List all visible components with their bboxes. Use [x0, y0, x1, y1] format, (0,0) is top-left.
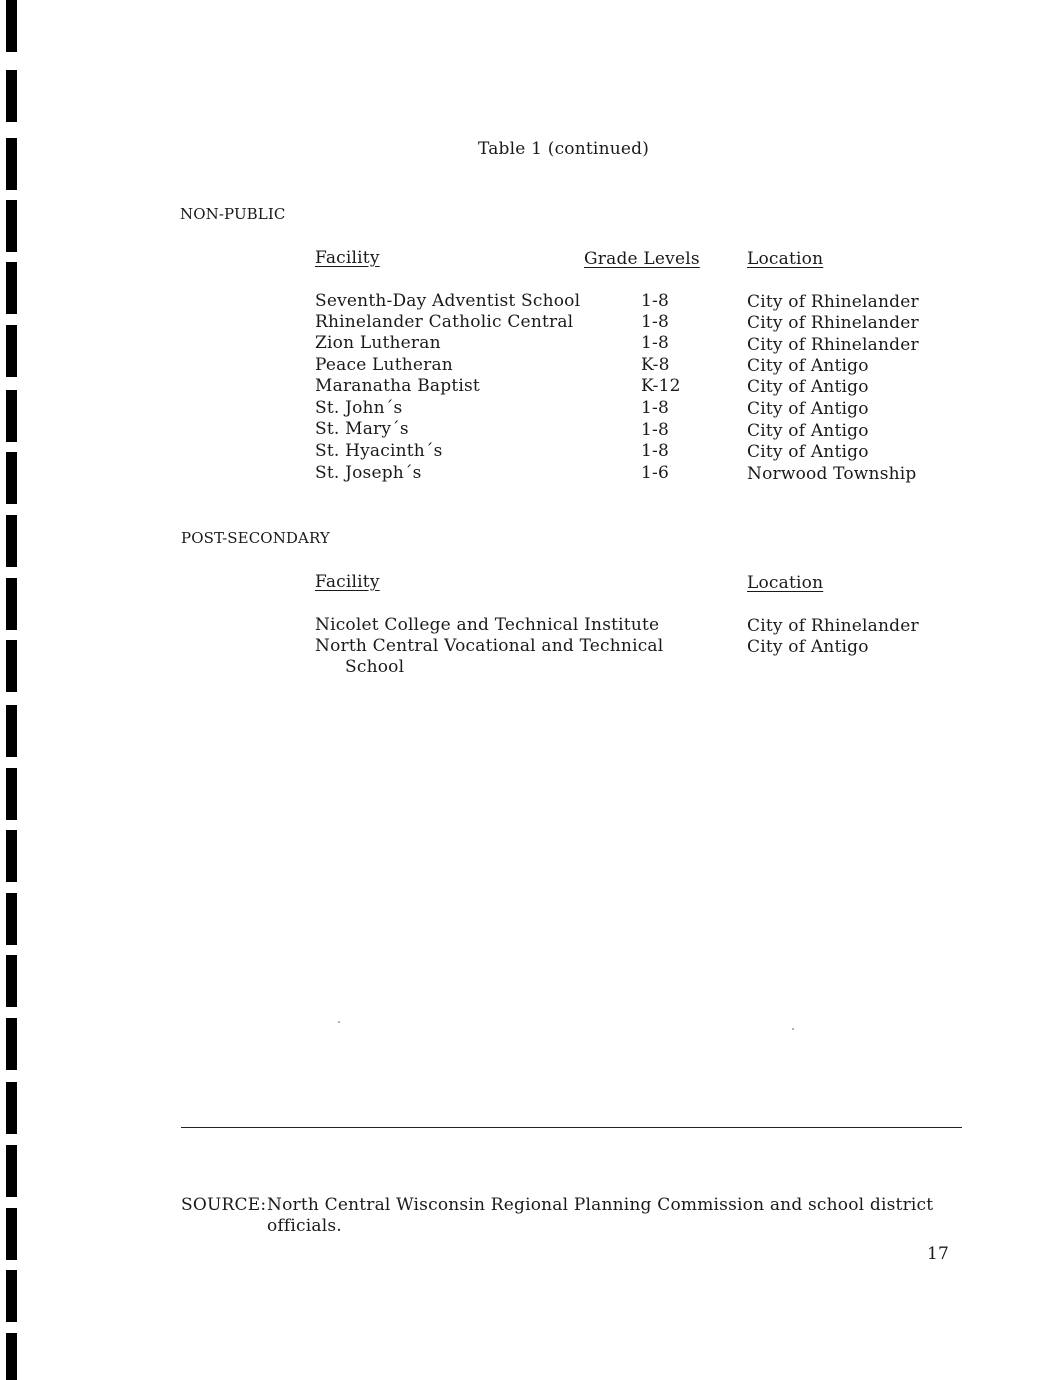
facility-cell-continuation: School	[345, 657, 405, 677]
facility-cell: Zion Lutheran	[315, 333, 441, 353]
scan-speck	[792, 1028, 794, 1030]
post-secondary-section-label: POST-SECONDARY	[181, 529, 330, 547]
binder-mark	[6, 452, 17, 504]
binder-marks	[6, 0, 18, 1380]
location-cell: City of Rhinelander	[747, 292, 919, 312]
post-secondary-facility-header: Facility	[315, 572, 380, 592]
binder-mark	[6, 1270, 17, 1322]
grade-cell: 1-6	[641, 463, 669, 483]
page-title: Table 1 (continued)	[478, 139, 650, 159]
grade-cell: 1-8	[641, 291, 669, 311]
footnote-divider	[181, 1127, 962, 1128]
location-cell: Norwood Township	[747, 464, 917, 484]
non-public-facility-header: Facility	[315, 248, 380, 268]
binder-mark	[6, 325, 17, 377]
binder-mark	[6, 1082, 17, 1134]
facility-cell: St. Joseph´s	[315, 463, 422, 483]
binder-mark	[6, 262, 17, 314]
facility-cell: St. John´s	[315, 398, 403, 418]
binder-mark	[6, 0, 17, 52]
facility-cell: Seventh-Day Adventist School	[315, 291, 581, 311]
binder-mark	[6, 515, 17, 567]
binder-mark	[6, 705, 17, 757]
binder-mark	[6, 1208, 17, 1260]
binder-mark	[6, 138, 17, 190]
binder-mark	[6, 390, 17, 442]
facility-cell: North Central Vocational and Technical	[315, 636, 664, 656]
location-cell: City of Antigo	[747, 399, 869, 419]
binder-mark	[6, 1333, 17, 1380]
location-cell: City of Antigo	[747, 421, 869, 441]
location-cell: City of Antigo	[747, 377, 869, 397]
grade-cell: 1-8	[641, 312, 669, 332]
grade-cell: K-12	[641, 376, 681, 396]
page-number: 17	[927, 1244, 950, 1264]
location-cell: City of Rhinelander	[747, 313, 919, 333]
facility-cell: St. Hyacinth´s	[315, 441, 443, 461]
grade-cell: 1-8	[641, 420, 669, 440]
grade-cell: 1-8	[641, 333, 669, 353]
binder-mark	[6, 70, 17, 122]
source-label: SOURCE:	[181, 1195, 267, 1215]
facility-cell: Rhinelander Catholic Central	[315, 312, 574, 332]
source-text: North Central Wisconsin Regional Planning Commission and school district officials.	[267, 1195, 934, 1236]
facility-cell: St. Mary´s	[315, 419, 409, 439]
location-cell: City of Antigo	[747, 356, 869, 376]
location-cell: City of Antigo	[747, 637, 869, 657]
non-public-location-header: Location	[747, 249, 824, 269]
facility-cell: Peace Lutheran	[315, 355, 453, 375]
binder-mark	[6, 640, 17, 692]
grade-cell: K-8	[641, 355, 670, 375]
non-public-grade-levels-header: Grade Levels	[584, 249, 700, 269]
location-cell: City of Rhinelander	[747, 616, 919, 636]
binder-mark	[6, 1145, 17, 1197]
location-cell: City of Antigo	[747, 442, 869, 462]
facility-cell: Nicolet College and Technical Institute	[315, 615, 660, 635]
post-secondary-location-header: Location	[747, 573, 824, 593]
binder-mark	[6, 955, 17, 1007]
binder-mark	[6, 1018, 17, 1070]
binder-mark	[6, 578, 17, 630]
binder-mark	[6, 830, 17, 882]
location-cell: City of Rhinelander	[747, 335, 919, 355]
grade-cell: 1-8	[641, 398, 669, 418]
scan-speck	[338, 1021, 340, 1023]
facility-cell: Maranatha Baptist	[315, 376, 480, 396]
binder-mark	[6, 200, 17, 252]
binder-mark	[6, 768, 17, 820]
binder-mark	[6, 893, 17, 945]
grade-cell: 1-8	[641, 441, 669, 461]
non-public-section-label: NON-PUBLIC	[180, 205, 286, 223]
